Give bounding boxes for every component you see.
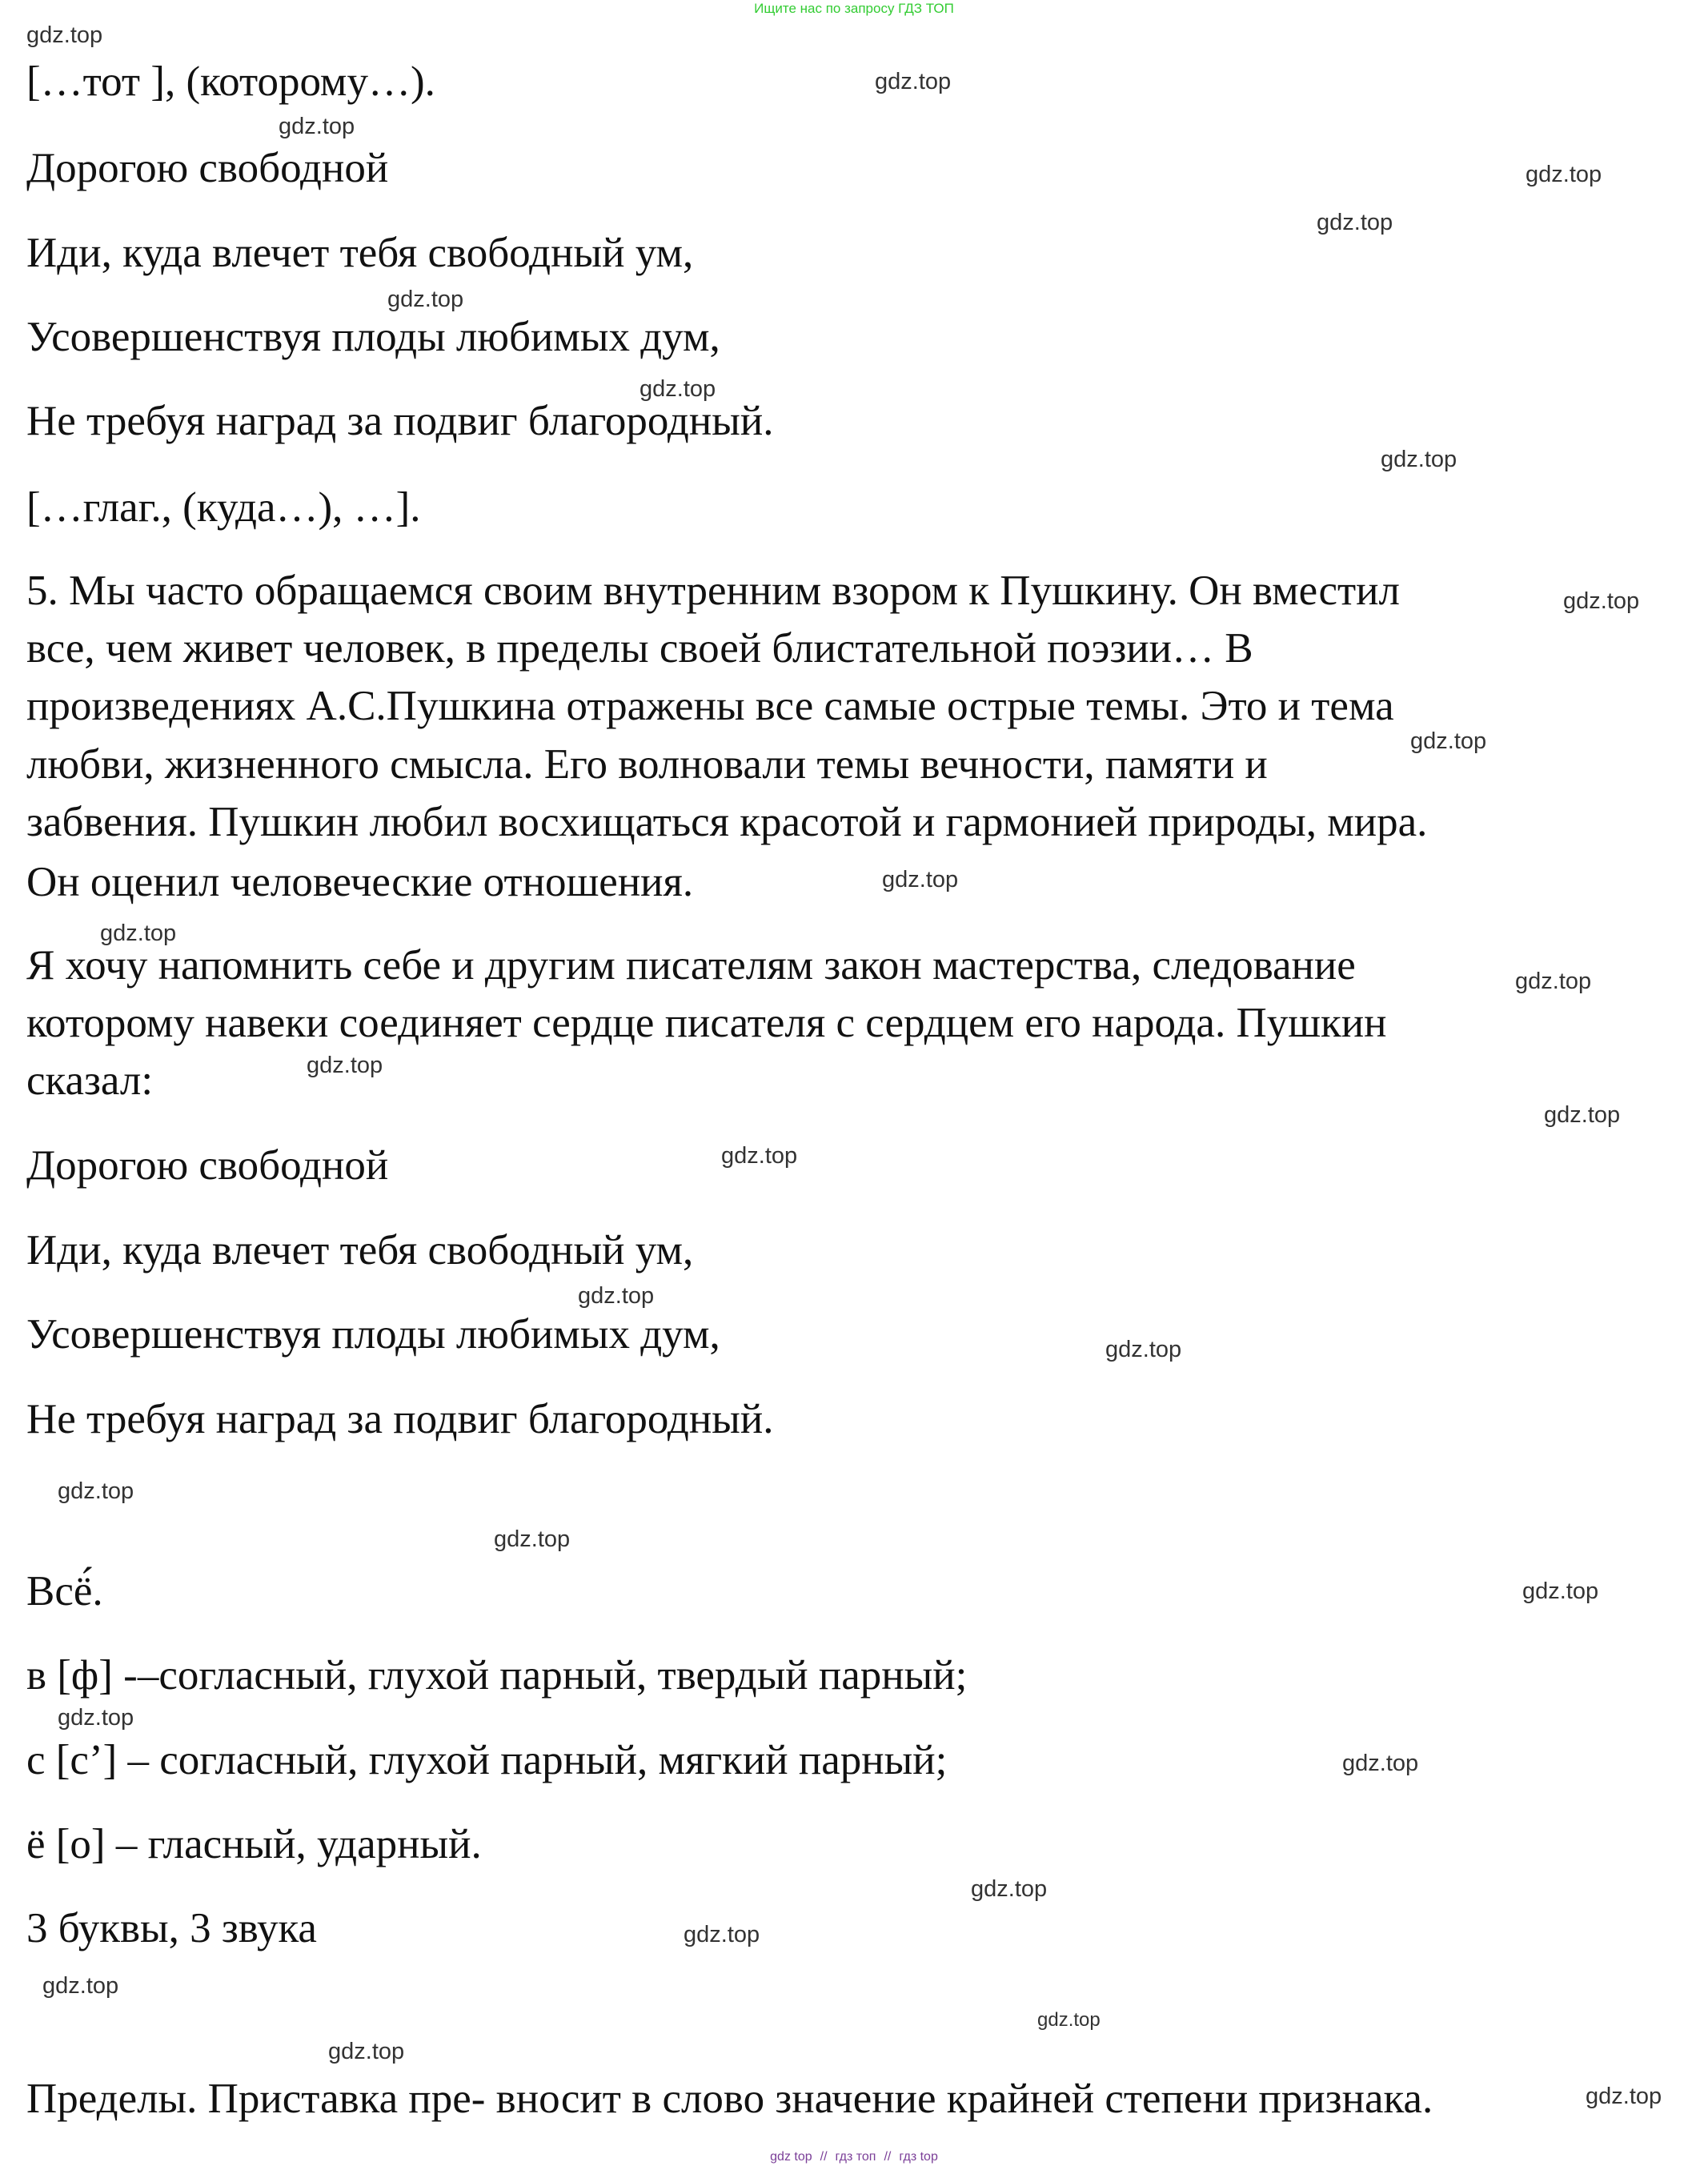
text-line: произведениях А.С.Пушкина отражены все самые острые темы. Это и тема bbox=[26, 683, 1394, 729]
text-line: Пределы. Приставка пре- вносит в слово значение крайней степени признака. bbox=[26, 2076, 1433, 2122]
watermark-text: gdz.top bbox=[1105, 1337, 1182, 1362]
watermark-text: gdz.top bbox=[684, 1922, 760, 1947]
text-line: […тот ], (которому…). bbox=[26, 58, 435, 105]
watermark-text: gdz.top bbox=[100, 921, 177, 946]
text-line: с [с’] – согласный, глухой парный, мягкий парный; bbox=[26, 1737, 948, 1783]
text-line: сказал: bbox=[26, 1057, 154, 1104]
watermark-text: gdz.top bbox=[721, 1143, 798, 1169]
watermark-text: gdz.top bbox=[494, 1526, 571, 1552]
text-line: Усовершенствуя плоды любимых дум, bbox=[26, 314, 720, 360]
watermark-text: gdz.top bbox=[58, 1478, 134, 1504]
footer-link-gdz-top-mixed[interactable]: гдз top bbox=[899, 2150, 938, 2164]
watermark-text: gdz.top bbox=[26, 22, 103, 48]
footer-separator: // bbox=[820, 2150, 828, 2164]
watermark-text: gdz.top bbox=[1381, 447, 1457, 472]
text-line: Дорогою свободной bbox=[26, 1142, 389, 1189]
watermark-text: gdz.top bbox=[42, 1973, 119, 1999]
text-line: Иди, куда влечет тебя свободный ум, bbox=[26, 230, 694, 276]
text-line: в [ф] -–согласный, глухой парный, твердый парный; bbox=[26, 1652, 968, 1699]
text-line: Не требуя наград за подвиг благородный. bbox=[26, 398, 774, 444]
watermark-text: gdz.top bbox=[1515, 969, 1592, 994]
watermark-text: gdz.top bbox=[639, 376, 716, 402]
watermark-text: gdz.top bbox=[1544, 1102, 1621, 1128]
watermark-text: gdz.top bbox=[875, 69, 952, 94]
text-line: Усовершенствуя плоды любимых дум, bbox=[26, 1311, 720, 1358]
watermark-text: gdz.top bbox=[279, 114, 355, 139]
watermark-text: gdz.top bbox=[387, 287, 464, 312]
text-line: забвения. Пушкин любил восхищаться красотой и гармонией природы, мира. bbox=[26, 799, 1428, 845]
text-line: Не требуя наград за подвиг благородный. bbox=[26, 1396, 774, 1442]
text-line: любви, жизненного смысла. Его волновали темы вечности, памяти и bbox=[26, 741, 1268, 788]
watermark-text: gdz.top bbox=[578, 1283, 655, 1309]
text-line: которому навеки соединяет сердце писателя с сердцем его народа. Пушкин bbox=[26, 1000, 1387, 1046]
search-banner bbox=[0, 1, 1708, 17]
watermark-text: gdz.top bbox=[1410, 728, 1487, 754]
watermark-text: gdz.top bbox=[1522, 1578, 1599, 1604]
watermark-text: gdz.top bbox=[58, 1705, 134, 1731]
text-line: Всё́. bbox=[26, 1568, 103, 1614]
watermark-text: gdz.top bbox=[328, 2039, 405, 2064]
watermark-text: gdz.top bbox=[1586, 2084, 1662, 2109]
text-line: ё [о] – гласный, ударный. bbox=[26, 1821, 482, 1867]
text-line: Иди, куда влечет тебя свободный ум, bbox=[26, 1227, 694, 1274]
footer-link-gdz-top-ru[interactable]: гдз топ bbox=[835, 2150, 876, 2164]
footer-link-gdz-top[interactable]: gdz top bbox=[770, 2150, 812, 2164]
text-line: Он оценил человеческие отношения. bbox=[26, 859, 694, 905]
footer-separator: // bbox=[884, 2150, 892, 2164]
watermark-text: gdz.top bbox=[1526, 162, 1602, 187]
text-line: […глаг., (куда…), …]. bbox=[26, 484, 421, 531]
watermark-text: gdz.top bbox=[1037, 2009, 1101, 2031]
footer-links bbox=[0, 2149, 1708, 2165]
watermark-text: gdz.top bbox=[307, 1053, 383, 1078]
text-line: Я хочу напомнить себе и другим писателям закон мастерства, следование bbox=[26, 942, 1356, 989]
search-banner-text: Ищите нас по запросу ГДЗ ТОП bbox=[754, 1, 954, 16]
watermark-text: gdz.top bbox=[1563, 588, 1640, 614]
text-line: Дорогою свободной bbox=[26, 145, 389, 191]
watermark-text: gdz.top bbox=[1317, 210, 1393, 235]
watermark-text: gdz.top bbox=[971, 1876, 1048, 1902]
text-line: 3 буквы, 3 звука bbox=[26, 1905, 317, 1951]
text-line: 5. Мы часто обращаемся своим внутренним взором к Пушкину. Он вместил bbox=[26, 568, 1400, 614]
watermark-text: gdz.top bbox=[882, 867, 959, 892]
text-line: все, чем живет человек, в пределы своей блистательной поэзии… В bbox=[26, 625, 1253, 672]
watermark-text: gdz.top bbox=[1342, 1751, 1419, 1776]
